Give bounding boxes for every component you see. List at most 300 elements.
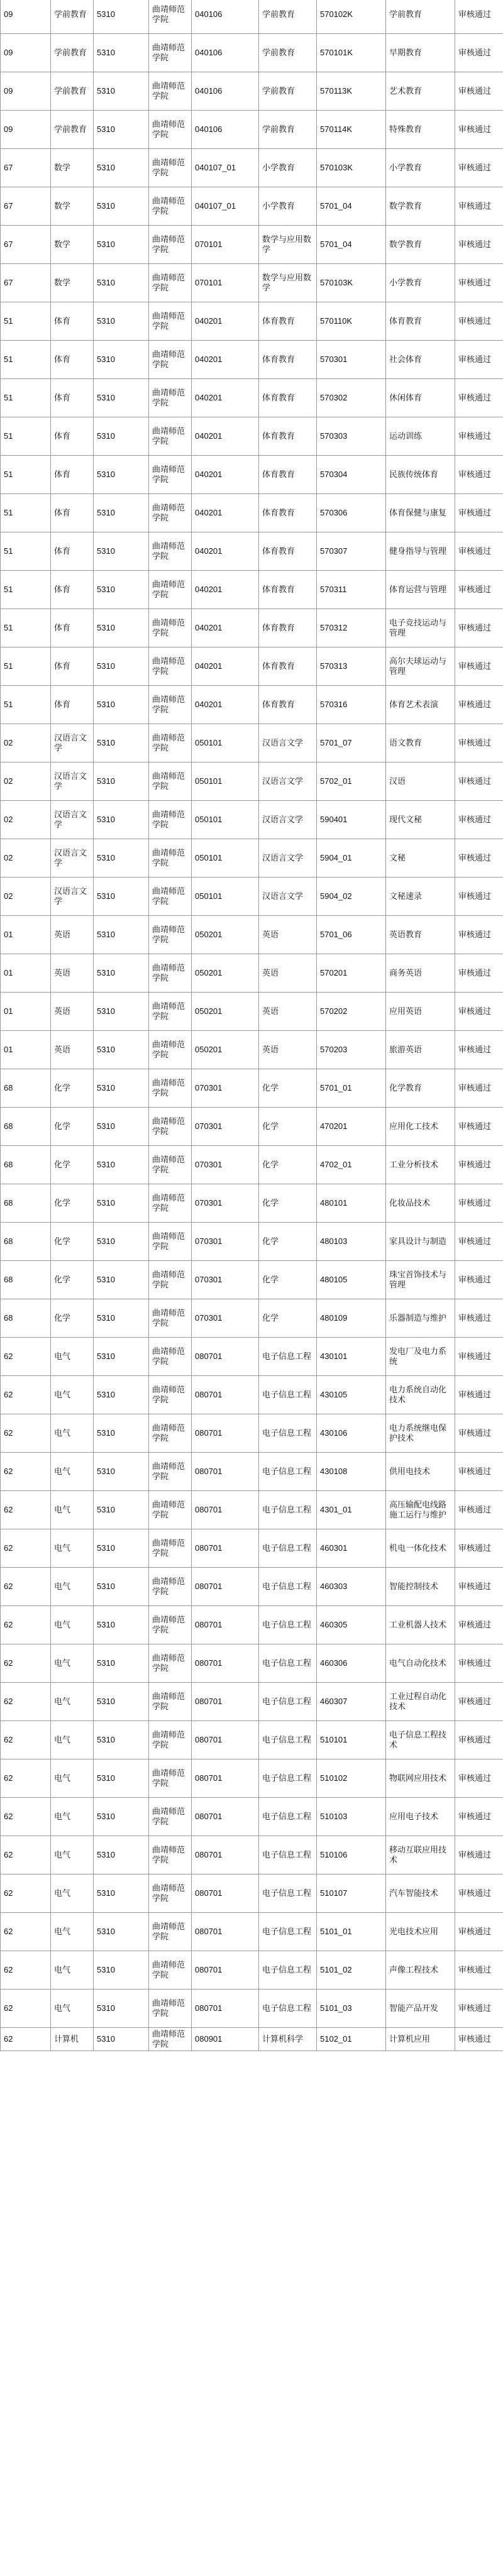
program-name-cell: 珠宝首饰技术与管理 xyxy=(386,1261,455,1299)
status-cell: 审核通过 xyxy=(455,1759,503,1798)
dept-name-cell: 汉语言文学 xyxy=(51,724,94,762)
school-code-cell: 5310 xyxy=(94,379,149,417)
table-row xyxy=(1,1874,503,1913)
program-name-cell: 英语教育 xyxy=(386,916,455,954)
school-name-cell: 曲靖师范学院 xyxy=(149,1108,192,1146)
program-code-cell: 570302 xyxy=(317,379,386,417)
major-code-cell: 080701 xyxy=(192,1798,259,1836)
table-row xyxy=(1,1913,503,1951)
major-code-cell: 050101 xyxy=(192,839,259,878)
dept-name-cell: 体育 xyxy=(51,417,94,456)
school-name-cell: 曲靖师范学院 xyxy=(149,1990,192,2028)
dept-code-cell: 51 xyxy=(1,647,51,686)
school-code-cell: 5310 xyxy=(94,1721,149,1759)
program-name-cell: 小学教育 xyxy=(386,264,455,302)
dept-name-cell: 电气 xyxy=(51,1529,94,1568)
major-name-cell: 学前教育 xyxy=(259,34,317,72)
program-code-cell: 510101 xyxy=(317,1721,386,1759)
dept-name-cell: 学前教育 xyxy=(51,34,94,72)
program-name-cell: 电力系统自动化技术 xyxy=(386,1376,455,1414)
program-code-cell: 5101_03 xyxy=(317,1990,386,2028)
status-cell: 审核通过 xyxy=(455,1453,503,1491)
program-code-cell: 5701_01 xyxy=(317,1069,386,1108)
table-row xyxy=(1,1261,503,1299)
school-code-cell: 5310 xyxy=(94,686,149,724)
program-code-cell: 460301 xyxy=(317,1529,386,1568)
school-code-cell: 5310 xyxy=(94,1913,149,1951)
dept-name-cell: 电气 xyxy=(51,1568,94,1606)
major-name-cell: 化学 xyxy=(259,1299,317,1338)
program-name-cell: 数学教育 xyxy=(386,226,455,264)
dept-name-cell: 化学 xyxy=(51,1108,94,1146)
program-name-cell: 体育艺术表演 xyxy=(386,686,455,724)
status-cell: 审核通过 xyxy=(455,1223,503,1261)
school-name-cell: 曲靖师范学院 xyxy=(149,111,192,149)
major-name-cell: 体育教育 xyxy=(259,609,317,647)
status-cell: 审核通过 xyxy=(455,916,503,954)
program-name-cell: 工业机器人技术 xyxy=(386,1606,455,1644)
dept-name-cell: 学前教育 xyxy=(51,0,94,34)
program-name-cell: 旅游英语 xyxy=(386,1031,455,1069)
dept-name-cell: 电气 xyxy=(51,1414,94,1453)
school-code-cell: 5310 xyxy=(94,2028,149,2051)
dept-name-cell: 电气 xyxy=(51,1874,94,1913)
dept-name-cell: 电气 xyxy=(51,1453,94,1491)
program-code-cell: 570103K xyxy=(317,149,386,187)
table-row xyxy=(1,1069,503,1108)
school-name-cell: 曲靖师范学院 xyxy=(149,1146,192,1184)
major-code-cell: 080701 xyxy=(192,1874,259,1913)
dept-name-cell: 汉语言文学 xyxy=(51,878,94,916)
status-cell: 审核通过 xyxy=(455,532,503,571)
major-code-cell: 040201 xyxy=(192,686,259,724)
status-cell: 审核通过 xyxy=(455,801,503,839)
program-code-cell: 510103 xyxy=(317,1798,386,1836)
dept-name-cell: 电气 xyxy=(51,1759,94,1798)
major-name-cell: 体育教育 xyxy=(259,456,317,494)
major-name-cell: 小学教育 xyxy=(259,149,317,187)
major-name-cell: 电子信息工程 xyxy=(259,1491,317,1529)
major-name-cell: 电子信息工程 xyxy=(259,1414,317,1453)
school-code-cell: 5310 xyxy=(94,494,149,532)
major-name-cell: 体育教育 xyxy=(259,647,317,686)
program-name-cell: 文秘 xyxy=(386,839,455,878)
school-code-cell: 5310 xyxy=(94,1836,149,1874)
table-row xyxy=(1,954,503,993)
table-row xyxy=(1,1223,503,1261)
dept-code-cell: 67 xyxy=(1,187,51,226)
status-cell: 审核通过 xyxy=(455,226,503,264)
major-code-cell: 040201 xyxy=(192,494,259,532)
major-name-cell: 电子信息工程 xyxy=(259,1568,317,1606)
status-cell: 审核通过 xyxy=(455,1683,503,1721)
program-code-cell: 460306 xyxy=(317,1644,386,1683)
status-cell: 审核通过 xyxy=(455,1529,503,1568)
school-name-cell: 曲靖师范学院 xyxy=(149,609,192,647)
program-name-cell: 商务英语 xyxy=(386,954,455,993)
school-code-cell: 5310 xyxy=(94,1069,149,1108)
status-cell: 审核通过 xyxy=(455,1798,503,1836)
program-name-cell: 体育运营与管理 xyxy=(386,571,455,609)
school-name-cell: 曲靖师范学院 xyxy=(149,839,192,878)
program-code-cell: 430101 xyxy=(317,1338,386,1376)
table-row xyxy=(1,1299,503,1338)
major-name-cell: 化学 xyxy=(259,1184,317,1223)
school-name-cell: 曲靖师范学院 xyxy=(149,1836,192,1874)
status-cell: 审核通过 xyxy=(455,571,503,609)
school-code-cell: 5310 xyxy=(94,532,149,571)
school-code-cell: 5310 xyxy=(94,417,149,456)
status-cell: 审核通过 xyxy=(455,1721,503,1759)
school-name-cell: 曲靖师范学院 xyxy=(149,1683,192,1721)
dept-name-cell: 英语 xyxy=(51,954,94,993)
major-name-cell: 数学与应用数学 xyxy=(259,226,317,264)
table-row xyxy=(1,571,503,609)
school-code-cell: 5310 xyxy=(94,456,149,494)
status-cell: 审核通过 xyxy=(455,341,503,379)
school-code-cell: 5310 xyxy=(94,954,149,993)
major-code-cell: 040201 xyxy=(192,341,259,379)
school-code-cell: 5310 xyxy=(94,571,149,609)
school-name-cell: 曲靖师范学院 xyxy=(149,456,192,494)
school-name-cell: 曲靖师范学院 xyxy=(149,878,192,916)
dept-code-cell: 01 xyxy=(1,954,51,993)
dept-code-cell: 01 xyxy=(1,993,51,1031)
table-row xyxy=(1,1146,503,1184)
program-name-cell: 休闲体育 xyxy=(386,379,455,417)
table-row xyxy=(1,762,503,801)
table-row xyxy=(1,1453,503,1491)
program-name-cell: 智能控制技术 xyxy=(386,1568,455,1606)
school-code-cell: 5310 xyxy=(94,916,149,954)
school-code-cell: 5310 xyxy=(94,1299,149,1338)
table-row xyxy=(1,417,503,456)
school-name-cell: 曲靖师范学院 xyxy=(149,647,192,686)
status-cell: 审核通过 xyxy=(455,1184,503,1223)
school-name-cell: 曲靖师范学院 xyxy=(149,1798,192,1836)
program-code-cell: 5702_01 xyxy=(317,762,386,801)
school-name-cell: 曲靖师范学院 xyxy=(149,1491,192,1529)
major-code-cell: 040107_01 xyxy=(192,149,259,187)
major-name-cell: 电子信息工程 xyxy=(259,1376,317,1414)
program-name-cell: 电子竞技运动与管理 xyxy=(386,609,455,647)
dept-name-cell: 数学 xyxy=(51,187,94,226)
status-cell: 审核通过 xyxy=(455,1146,503,1184)
school-code-cell: 5310 xyxy=(94,302,149,341)
table-row xyxy=(1,1414,503,1453)
dept-code-cell: 02 xyxy=(1,878,51,916)
dept-code-cell: 51 xyxy=(1,417,51,456)
dept-code-cell: 62 xyxy=(1,1338,51,1376)
school-code-cell: 5310 xyxy=(94,1683,149,1721)
program-name-cell: 健身指导与管理 xyxy=(386,532,455,571)
dept-code-cell: 09 xyxy=(1,111,51,149)
program-name-cell: 运动训练 xyxy=(386,417,455,456)
program-code-cell: 570316 xyxy=(317,686,386,724)
program-code-cell: 460303 xyxy=(317,1568,386,1606)
table-row xyxy=(1,1644,503,1683)
major-code-cell: 070301 xyxy=(192,1069,259,1108)
program-code-cell: 480109 xyxy=(317,1299,386,1338)
status-cell: 审核通过 xyxy=(455,839,503,878)
school-name-cell: 曲靖师范学院 xyxy=(149,954,192,993)
table-row xyxy=(1,456,503,494)
program-code-cell: 5904_02 xyxy=(317,878,386,916)
dept-code-cell: 51 xyxy=(1,379,51,417)
program-code-cell: 4301_01 xyxy=(317,1491,386,1529)
program-code-cell: 510106 xyxy=(317,1836,386,1874)
dept-code-cell: 62 xyxy=(1,1951,51,1990)
school-name-cell: 曲靖师范学院 xyxy=(149,532,192,571)
program-name-cell: 物联网应用技术 xyxy=(386,1759,455,1798)
program-name-cell: 小学教育 xyxy=(386,149,455,187)
program-code-cell: 570303 xyxy=(317,417,386,456)
program-code-cell: 430106 xyxy=(317,1414,386,1453)
school-code-cell: 5310 xyxy=(94,801,149,839)
table-row xyxy=(1,839,503,878)
program-name-cell: 智能产品开发 xyxy=(386,1990,455,2028)
school-name-cell: 曲靖师范学院 xyxy=(149,1568,192,1606)
program-name-cell: 电子信息工程技术 xyxy=(386,1721,455,1759)
program-code-cell: 430105 xyxy=(317,1376,386,1414)
program-code-cell: 570201 xyxy=(317,954,386,993)
dept-code-cell: 62 xyxy=(1,1913,51,1951)
school-name-cell: 曲靖师范学院 xyxy=(149,1951,192,1990)
status-cell: 审核通过 xyxy=(455,1644,503,1683)
dept-code-cell: 62 xyxy=(1,1568,51,1606)
table-row xyxy=(1,1990,503,2028)
status-cell: 审核通过 xyxy=(455,878,503,916)
program-name-cell: 供用电技术 xyxy=(386,1453,455,1491)
major-name-cell: 小学教育 xyxy=(259,187,317,226)
school-name-cell: 曲靖师范学院 xyxy=(149,686,192,724)
program-name-cell: 艺术教育 xyxy=(386,72,455,111)
dept-name-cell: 体育 xyxy=(51,609,94,647)
status-cell: 审核通过 xyxy=(455,1491,503,1529)
major-name-cell: 汉语言文学 xyxy=(259,762,317,801)
status-cell: 审核通过 xyxy=(455,0,503,34)
program-name-cell: 社会体育 xyxy=(386,341,455,379)
table-body xyxy=(1,0,503,2051)
dept-code-cell: 62 xyxy=(1,1491,51,1529)
table-row xyxy=(1,1798,503,1836)
major-name-cell: 化学 xyxy=(259,1108,317,1146)
dept-code-cell: 51 xyxy=(1,302,51,341)
major-name-cell: 化学 xyxy=(259,1261,317,1299)
dept-code-cell: 68 xyxy=(1,1108,51,1146)
major-name-cell: 电子信息工程 xyxy=(259,1453,317,1491)
school-name-cell: 曲靖师范学院 xyxy=(149,417,192,456)
school-name-cell: 曲靖师范学院 xyxy=(149,34,192,72)
program-code-cell: 570114K xyxy=(317,111,386,149)
dept-code-cell: 02 xyxy=(1,839,51,878)
table-row xyxy=(1,226,503,264)
table-row xyxy=(1,379,503,417)
table-row xyxy=(1,1683,503,1721)
school-name-cell: 曲靖师范学院 xyxy=(149,187,192,226)
school-name-cell: 曲靖师范学院 xyxy=(149,1261,192,1299)
dept-name-cell: 英语 xyxy=(51,993,94,1031)
program-name-cell: 体育教育 xyxy=(386,302,455,341)
status-cell: 审核通过 xyxy=(455,1913,503,1951)
school-code-cell: 5310 xyxy=(94,1759,149,1798)
dept-code-cell: 68 xyxy=(1,1261,51,1299)
dept-name-cell: 电气 xyxy=(51,1990,94,2028)
major-code-cell: 070101 xyxy=(192,226,259,264)
program-code-cell: 570203 xyxy=(317,1031,386,1069)
school-code-cell: 5310 xyxy=(94,111,149,149)
major-code-cell: 040201 xyxy=(192,609,259,647)
status-cell: 审核通过 xyxy=(455,686,503,724)
school-code-cell: 5310 xyxy=(94,1338,149,1376)
school-code-cell: 5310 xyxy=(94,609,149,647)
program-code-cell: 570304 xyxy=(317,456,386,494)
major-name-cell: 电子信息工程 xyxy=(259,1990,317,2028)
program-name-cell: 电气自动化技术 xyxy=(386,1644,455,1683)
program-code-cell: 5701_04 xyxy=(317,187,386,226)
major-name-cell: 电子信息工程 xyxy=(259,1836,317,1874)
status-cell: 审核通过 xyxy=(455,2028,503,2051)
program-name-cell: 特殊教育 xyxy=(386,111,455,149)
major-code-cell: 070301 xyxy=(192,1261,259,1299)
school-code-cell: 5310 xyxy=(94,1798,149,1836)
major-code-cell: 080701 xyxy=(192,1491,259,1529)
school-code-cell: 5310 xyxy=(94,1223,149,1261)
school-code-cell: 5310 xyxy=(94,762,149,801)
school-code-cell: 5310 xyxy=(94,34,149,72)
major-code-cell: 070301 xyxy=(192,1184,259,1223)
major-name-cell: 电子信息工程 xyxy=(259,1338,317,1376)
school-name-cell: 曲靖师范学院 xyxy=(149,1184,192,1223)
dept-name-cell: 体育 xyxy=(51,341,94,379)
dept-name-cell: 化学 xyxy=(51,1299,94,1338)
school-name-cell: 曲靖师范学院 xyxy=(149,993,192,1031)
table-row xyxy=(1,2028,503,2051)
table-row xyxy=(1,494,503,532)
program-code-cell: 570301 xyxy=(317,341,386,379)
status-cell: 审核通过 xyxy=(455,724,503,762)
dept-name-cell: 英语 xyxy=(51,1031,94,1069)
dept-code-cell: 67 xyxy=(1,226,51,264)
dept-code-cell: 51 xyxy=(1,341,51,379)
dept-code-cell: 62 xyxy=(1,1759,51,1798)
major-code-cell: 050101 xyxy=(192,724,259,762)
major-code-cell: 070301 xyxy=(192,1223,259,1261)
dept-code-cell: 02 xyxy=(1,762,51,801)
dept-name-cell: 数学 xyxy=(51,226,94,264)
school-code-cell: 5310 xyxy=(94,187,149,226)
major-code-cell: 040201 xyxy=(192,417,259,456)
table-row xyxy=(1,1376,503,1414)
program-code-cell: 5101_02 xyxy=(317,1951,386,1990)
program-name-cell: 高尔夫球运动与管理 xyxy=(386,647,455,686)
school-code-cell: 5310 xyxy=(94,1606,149,1644)
table-row xyxy=(1,1951,503,1990)
program-name-cell: 工业过程自动化技术 xyxy=(386,1683,455,1721)
major-code-cell: 080701 xyxy=(192,1568,259,1606)
dept-code-cell: 62 xyxy=(1,1990,51,2028)
dept-code-cell: 09 xyxy=(1,0,51,34)
status-cell: 审核通过 xyxy=(455,1568,503,1606)
program-code-cell: 510107 xyxy=(317,1874,386,1913)
status-cell: 审核通过 xyxy=(455,494,503,532)
major-code-cell: 040107_01 xyxy=(192,187,259,226)
dept-name-cell: 电气 xyxy=(51,1606,94,1644)
major-code-cell: 080701 xyxy=(192,1644,259,1683)
major-name-cell: 体育教育 xyxy=(259,302,317,341)
major-name-cell: 英语 xyxy=(259,916,317,954)
program-code-cell: 570110K xyxy=(317,302,386,341)
school-code-cell: 5310 xyxy=(94,1108,149,1146)
dept-name-cell: 电气 xyxy=(51,1913,94,1951)
major-name-cell: 体育教育 xyxy=(259,379,317,417)
dept-name-cell: 电气 xyxy=(51,1951,94,1990)
major-name-cell: 体育教育 xyxy=(259,341,317,379)
major-code-cell: 040201 xyxy=(192,302,259,341)
major-name-cell: 电子信息工程 xyxy=(259,1874,317,1913)
major-name-cell: 体育教育 xyxy=(259,686,317,724)
dept-code-cell: 51 xyxy=(1,456,51,494)
status-cell: 审核通过 xyxy=(455,1376,503,1414)
program-code-cell: 5701_07 xyxy=(317,724,386,762)
dept-name-cell: 体育 xyxy=(51,686,94,724)
program-name-cell: 高压输配电线路施工运行与维护 xyxy=(386,1491,455,1529)
status-cell: 审核通过 xyxy=(455,72,503,111)
table-row xyxy=(1,111,503,149)
dept-name-cell: 化学 xyxy=(51,1261,94,1299)
school-name-cell: 曲靖师范学院 xyxy=(149,149,192,187)
program-name-cell: 应用电子技术 xyxy=(386,1798,455,1836)
major-name-cell: 电子信息工程 xyxy=(259,1644,317,1683)
school-code-cell: 5310 xyxy=(94,1453,149,1491)
status-cell: 审核通过 xyxy=(455,1990,503,2028)
program-code-cell: 480103 xyxy=(317,1223,386,1261)
table-row xyxy=(1,1338,503,1376)
dept-name-cell: 电气 xyxy=(51,1836,94,1874)
program-code-cell: 5701_06 xyxy=(317,916,386,954)
dept-code-cell: 67 xyxy=(1,149,51,187)
major-name-cell: 化学 xyxy=(259,1069,317,1108)
table-row xyxy=(1,187,503,226)
program-name-cell: 化妆品技术 xyxy=(386,1184,455,1223)
major-name-cell: 体育教育 xyxy=(259,571,317,609)
table-row xyxy=(1,1108,503,1146)
status-cell: 审核通过 xyxy=(455,34,503,72)
dept-code-cell: 51 xyxy=(1,686,51,724)
dept-code-cell: 62 xyxy=(1,2028,51,2051)
dept-code-cell: 68 xyxy=(1,1146,51,1184)
major-code-cell: 080701 xyxy=(192,1836,259,1874)
table-row xyxy=(1,1568,503,1606)
major-name-cell: 计算机科学 xyxy=(259,2028,317,2051)
major-code-cell: 080901 xyxy=(192,2028,259,2051)
program-code-cell: 460307 xyxy=(317,1683,386,1721)
major-code-cell: 080701 xyxy=(192,1606,259,1644)
major-name-cell: 电子信息工程 xyxy=(259,1683,317,1721)
status-cell: 审核通过 xyxy=(455,187,503,226)
status-cell: 审核通过 xyxy=(455,149,503,187)
major-code-cell: 080701 xyxy=(192,1951,259,1990)
dept-name-cell: 汉语言文学 xyxy=(51,839,94,878)
school-code-cell: 5310 xyxy=(94,72,149,111)
program-code-cell: 570113K xyxy=(317,72,386,111)
school-name-cell: 曲靖师范学院 xyxy=(149,1031,192,1069)
dept-name-cell: 学前教育 xyxy=(51,72,94,111)
program-name-cell: 文秘速录 xyxy=(386,878,455,916)
dept-name-cell: 汉语言文学 xyxy=(51,801,94,839)
school-code-cell: 5310 xyxy=(94,0,149,34)
school-name-cell: 曲靖师范学院 xyxy=(149,1299,192,1338)
